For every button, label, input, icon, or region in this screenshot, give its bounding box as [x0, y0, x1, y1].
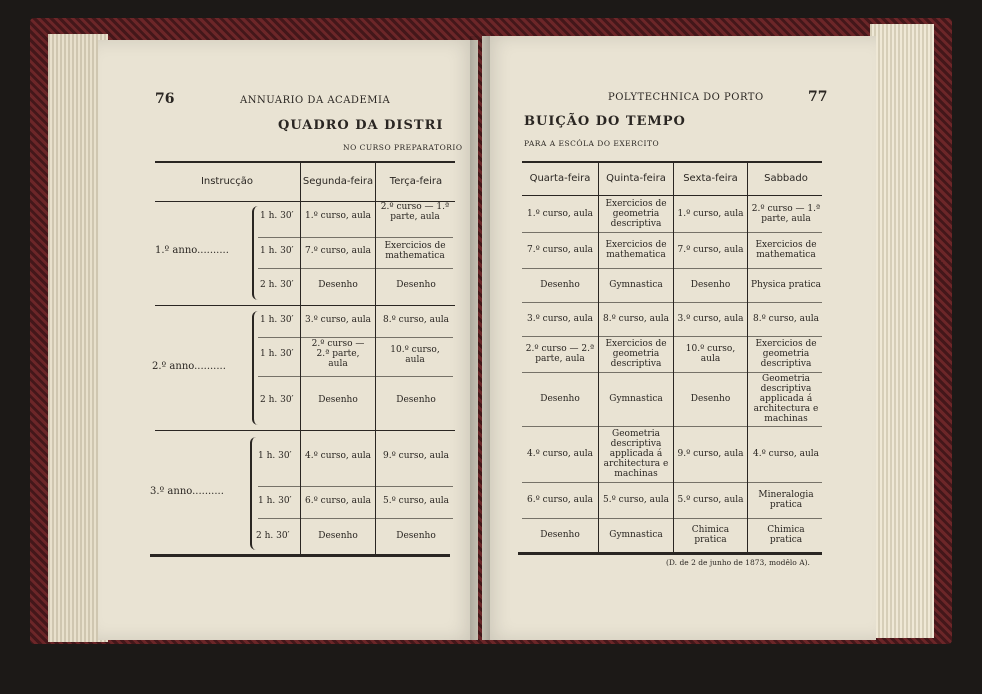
cell-sabbado: Mineralogia pratica: [758, 490, 814, 510]
cell-terca: Desenho: [396, 395, 436, 405]
cell-sexta: 7.º curso, aula: [677, 245, 744, 255]
cell-quinta: Gymnastica: [609, 280, 663, 290]
cell-sabbado: 2.º curso — 1.ª parte, aula: [751, 204, 821, 224]
cell-quarta: Desenho: [540, 394, 580, 404]
cell-sexta: 9.º curso, aula: [677, 449, 744, 459]
cell-terca: 9.º curso, aula: [383, 451, 449, 461]
right-header-sabbado: Sabbado: [764, 173, 808, 184]
row-time: 2 h. 30′: [256, 531, 290, 541]
cell-quinta: Exercicios de mathematica: [605, 240, 667, 260]
cell-quinta: Geometria descriptiva applicada á architectura e machinas: [603, 429, 669, 479]
year-brace-2: [252, 311, 260, 425]
row-time: 1 h. 30′: [260, 211, 294, 221]
right-col-divider-2: [673, 163, 674, 552]
cell-sabbado: Chimica pratica: [767, 525, 805, 545]
cell-terca: 2.º curso — 1.ª parte, aula: [380, 202, 450, 222]
left-title: QUADRO DA DISTRI: [278, 118, 444, 133]
right-subtitle: PARA A ESCÓLA DO EXERCITO: [524, 139, 660, 148]
left-table-top-rule: [155, 161, 455, 163]
cell-quinta: Exercicios de geometria descriptiva: [605, 339, 667, 369]
cell-sexta: 10.º curso, aula: [685, 344, 736, 364]
cell-sexta: Desenho: [690, 280, 731, 290]
cell-segunda: Desenho: [318, 280, 358, 290]
cell-quinta: Gymnastica: [609, 394, 663, 404]
cell-segunda: 7.º curso, aula: [305, 246, 371, 256]
cell-terca: 8.º curso, aula: [383, 315, 449, 325]
cell-quinta: 5.º curso, aula: [603, 495, 669, 505]
cell-quarta: 3.º curso, aula: [527, 314, 593, 324]
cell-sabbado: 8.º curso, aula: [753, 314, 819, 324]
row-time: 2 h. 30′: [260, 280, 294, 290]
right-header-sexta: Sexta-feira: [683, 173, 738, 184]
left-header-segunda: Segunda-feira: [302, 176, 374, 187]
left-year-rule-2: [155, 430, 455, 431]
cell-quarta: Desenho: [540, 280, 580, 290]
cell-sabbado: 4.º curso, aula: [753, 449, 819, 459]
cell-sexta: Chimica pratica: [691, 525, 730, 545]
cell-segunda: 1.º curso, aula: [305, 211, 371, 221]
left-header-instruccao: Instrucção: [200, 176, 254, 187]
cell-quarta: Desenho: [540, 530, 580, 540]
year-label-3: 3.º anno..........: [150, 486, 224, 497]
year-label-1: 1.º anno..........: [155, 245, 229, 256]
page-edges-right: [870, 24, 934, 638]
cell-segunda: 4.º curso, aula: [305, 451, 371, 461]
right-table-top-rule: [522, 161, 822, 163]
cell-quinta: Gymnastica: [609, 530, 663, 540]
left-running-head: ANNUARIO DA ACADEMIA: [240, 95, 391, 106]
right-header-quarta: Quarta-feira: [529, 173, 591, 184]
cell-sexta: 1.º curso, aula: [677, 209, 744, 219]
right-running-head: POLYTECHNICA DO PORTO: [608, 92, 764, 103]
left-row-rule: [258, 486, 453, 487]
cell-quarta: 2.º curso — 2.ª parte, aula: [525, 344, 595, 364]
cell-quarta: 7.º curso, aula: [527, 245, 593, 255]
left-header-terca: Terça-feira: [389, 176, 443, 187]
cell-segunda: 3.º curso, aula: [305, 315, 371, 325]
cell-quinta: 8.º curso, aula: [603, 314, 669, 324]
cell-quinta: Exercicios de geometria descriptiva: [605, 199, 667, 229]
cell-sexta: 5.º curso, aula: [677, 495, 744, 505]
cell-terca: Exercicios de mathematica: [384, 241, 446, 261]
row-time: 1 h. 30′: [260, 349, 294, 359]
left-row-rule: [258, 337, 453, 338]
cell-terca: Desenho: [396, 531, 436, 541]
left-row-rule: [258, 518, 453, 519]
left-table-bottom-rule: [150, 554, 450, 557]
cell-sabbado: Geometria descriptiva applicada á architectura e machinas: [753, 374, 819, 424]
row-time: 1 h. 30′: [258, 496, 292, 506]
year-brace-1: [252, 206, 260, 300]
row-time: 1 h. 30′: [260, 315, 294, 325]
cell-quarta: 6.º curso, aula: [527, 495, 593, 505]
footnote: (D. de 2 de junho de 1873, modêlo A).: [666, 558, 810, 567]
cell-sabbado: Exercicios de geometria descriptiva: [755, 339, 817, 369]
cell-segunda: 6.º curso, aula: [305, 496, 371, 506]
cell-segunda: Desenho: [318, 395, 358, 405]
book-gutter: [470, 36, 490, 640]
left-row-rule: [258, 376, 453, 377]
cell-sexta: 3.º curso, aula: [677, 314, 744, 324]
cell-sabbado: Exercicios de mathematica: [755, 240, 817, 260]
cell-terca: 10.º curso, aula: [390, 345, 440, 365]
row-time: 1 h. 30′: [258, 451, 292, 461]
right-table-bottom-rule: [518, 552, 822, 555]
cell-terca: Desenho: [396, 280, 436, 290]
cell-sabbado: Physica pratica: [750, 280, 822, 290]
cell-segunda: Desenho: [318, 531, 358, 541]
cell-segunda: 2.º curso — 2.ª parte, aula: [311, 339, 365, 369]
left-page-number: 76: [155, 91, 175, 107]
right-col-divider-3: [747, 163, 748, 552]
right-page-number: 77: [808, 89, 828, 105]
cell-quarta: 1.º curso, aula: [527, 209, 593, 219]
right-col-divider-1: [598, 163, 599, 552]
left-year-rule-1: [155, 305, 455, 306]
row-time: 2 h. 30′: [260, 395, 294, 405]
row-time: 1 h. 30′: [260, 246, 294, 256]
left-row-rule: [258, 268, 453, 269]
right-header-quinta: Quinta-feira: [606, 173, 666, 184]
left-subtitle: NO CURSO PREPARATORIO: [343, 143, 463, 152]
cell-quarta: 4.º curso, aula: [527, 449, 593, 459]
year-label-2: 2.º anno..........: [152, 361, 226, 372]
cell-terca: 5.º curso, aula: [383, 496, 449, 506]
left-row-rule: [258, 237, 453, 238]
right-title: BUIÇÃO DO TEMPO: [524, 114, 686, 129]
cell-sexta: Desenho: [690, 394, 731, 404]
